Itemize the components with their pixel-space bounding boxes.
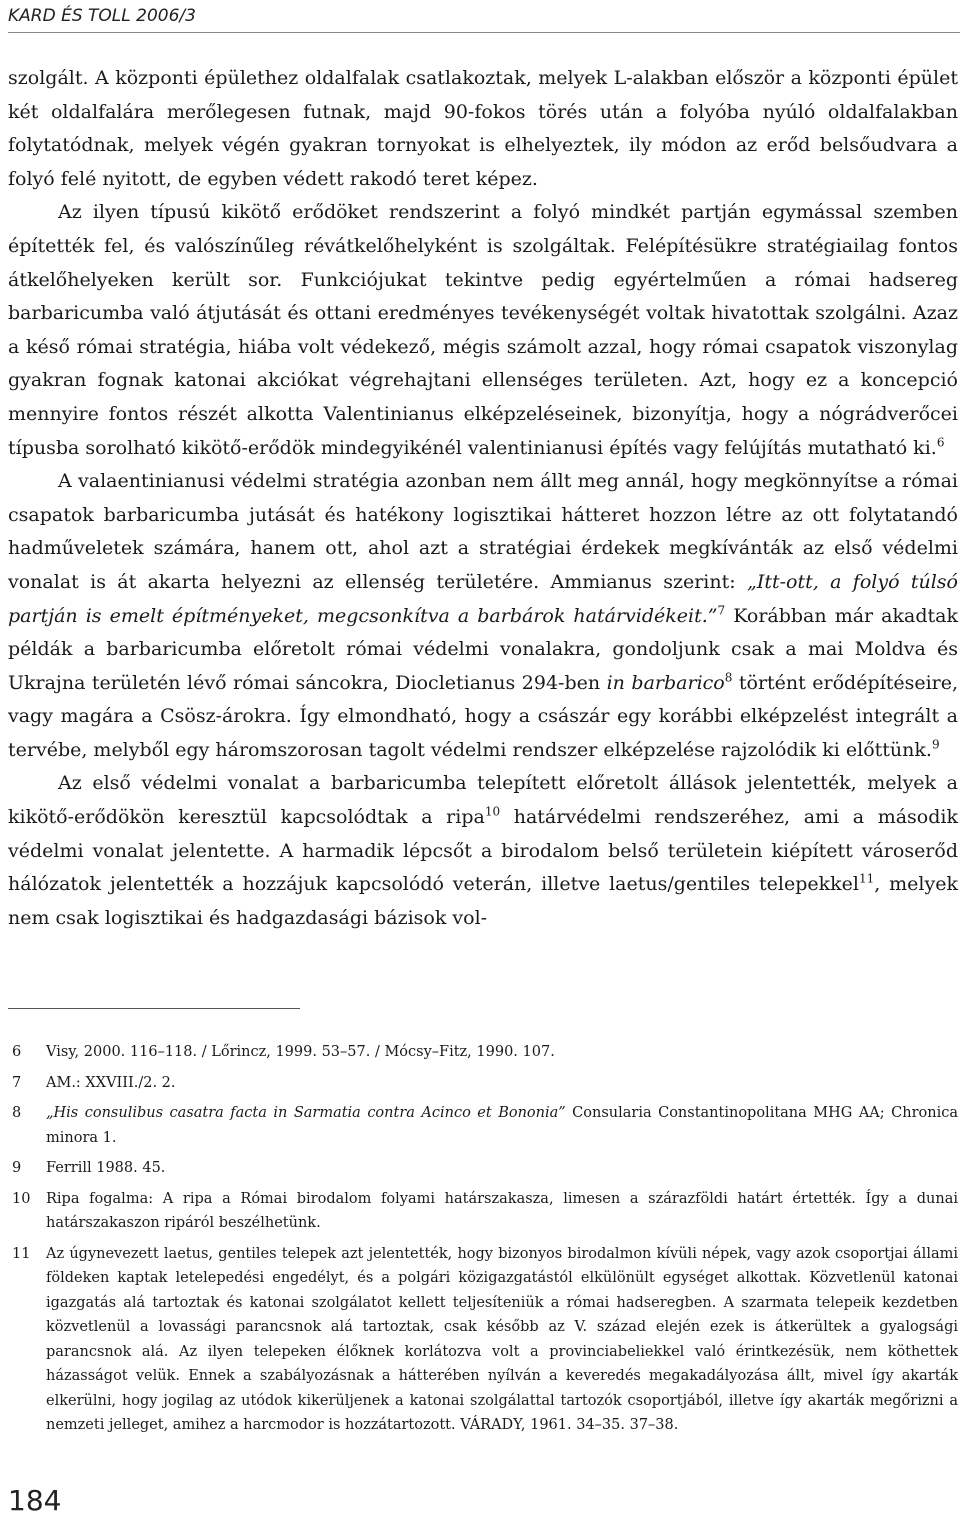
paragraph-text: határvédelmi rendszeréhez, ami a második védelmi vonalat jelentette. A harmadik lépcsőt a birodalom belső területein kiépített városerőd hálózatok jelentették a hozzájuk kapcsolódó veterán, illetve laetus/gentiles telepekkel <box>8 806 958 896</box>
footnote-9 <box>8 1156 958 1181</box>
footnote-10 <box>8 1187 958 1236</box>
footnote-6 <box>8 1040 958 1065</box>
footnote-ref[interactable]: 10 <box>484 804 501 819</box>
footnote-text: Az úgynevezett laetus, gentiles telepek azt jelentették, hogy bizonyos birodalmon kívüli népek, vagy azok csoportjai állami földeken kaptak letelepedési engedélyt, és a polgári közigazgatástól elkülönült egységet alkottak. Közvetlenül katonai igazgatás alá tartoztak és katonai szolgálatot kellett teljesíteniük a római hadseregben. A szarmata telepeik kezdetben közvetlenül a lovassági parancsnok alá tartoztak, csak később az V. század elején ezek is átkerültek a gyalogsági parancsnok alá. Az ilyen telepeken élőknek korlátozva volt a provinciabeliekkel való érintkezésük, nem köthettek házasságot velük. Ennek a szabályozásnak a hátterében nyílván a keveredés megakadályozása állt, mivel így akarták elkerülni, hogy jogilag az utódok kikerüljenek a katonai szolgálattal tartozók csoportjából, illetve így akarták megőrizni a nemzeti jelleget, amihez a harcmodor is hozzátartozott. VÁRADY, 1961. 34–35. 37–38. <box>46 1245 958 1433</box>
journal-title: KARD ÉS TOLL 2006/3 <box>8 6 196 26</box>
footnote-number: 8 <box>12 1105 22 1121</box>
footnote-latin-quote: „His consulibus casatra facta in Sarmatia contra Acinco et Bononia” <box>46 1105 566 1121</box>
footnote-text: Consularia Constantinopolitana MHG AA; Chronica minora 1. <box>46 1105 958 1146</box>
latin-term: in barbarico <box>606 671 725 694</box>
ammianus-quote: „Itt-ott, a folyó túlsó partján is emelt építményeket, megcsonkítva a barbárok határvidékeit.” <box>8 570 958 627</box>
paragraph-text: Az első védelmi vonalat a barbaricumba telepített előretolt állások jelentették, melyek a kikötő-erődökön keresztül kapcsolódtak a ripa <box>8 772 958 829</box>
footnote-text: Visy, 2000. 116–118. / Lőrincz, 1999. 53–57. / Mócsy–Fitz, 1990. 107. <box>46 1044 555 1060</box>
footnote-number: 7 <box>12 1074 22 1091</box>
paragraph-text: történt erődépítéseire, vagy magára a Csösz-árokra. Így elmondható, hogy a császár egy korábbi elképzelést integrált a tervébe, melyből egy háromszorosan tagolt védelmi rendszer elképzelése rajzolódik ki előttünk. <box>8 671 959 761</box>
footnote-ref[interactable]: 11 <box>858 871 875 886</box>
footnote-ref[interactable]: 9 <box>931 737 940 752</box>
paragraph-text: Korábban már akadtak példák a barbaricumba előretolt római védelmi vonalakra, gondoljunk csak a mai Moldva és Ukrajna területén lévő római sáncokra, Diocletianus 294-ben <box>8 604 958 694</box>
footnote-text: Ferrill 1988. 45. <box>46 1160 166 1176</box>
footnote-ref[interactable]: 8 <box>724 670 733 685</box>
footnote-text: Ripa fogalma: A ripa a Római birodalom folyami határszakasza, limesen a szárazföldi határt értették. Így a dunai határszakaszon ripáról beszélhetünk. <box>46 1190 958 1231</box>
footnote-11 <box>8 1242 958 1438</box>
paragraph-text: A valaentinianusi védelmi stratégia azonban nem állt meg annál, hogy megkönnyítse a római csapatok barbaricumba jutását és hatékony logisztikai hátteret hozzon létre az ott folytatandó hadműveletek számára, hanem ott, ahol azt a stratégiai érdekek megkívánták az első védelmi vonalat is át akarta helyezni az ellenség területére. Ammianus szerint: <box>8 470 958 593</box>
footnotes <box>8 1040 958 1444</box>
footnote-7 <box>8 1071 958 1096</box>
paragraph <box>8 767 958 935</box>
running-header <box>8 2 960 33</box>
footnote-ref[interactable]: 6 <box>936 435 945 450</box>
paragraph <box>8 465 958 767</box>
paragraph-text: szolgált. A központi épülethez oldalfalak csatlakoztak, melyek L-alakban először a központi épület két oldalfalára merőlegesen futnak, majd 90-fokos törés után a folyóba nyúló oldalfalakban folytatódnak, melyek végén gyakran tornyokat is elhelyeztek, ily módon az erőd belsőudvara a folyó felé nyitott, de egyben védett rakodó teret képez. <box>8 67 958 190</box>
footnote-number: 6 <box>12 1044 22 1060</box>
footnote-text-wrapper <box>46 1101 958 1150</box>
paragraph-text: Az ilyen típusú kikötő erődöket rendszerint a folyó mindkét partján egymással szemben építették fel, és valószínűleg révátkelőhelyként is szolgáltak. Felépítésükre stratégiailag fontos átkelőhelyeken került sor. Funkciójukat tekintve pedig egyértelműen a római hadsereg barbaricumba való átjutását és ottani eredményes tevékenységét voltak hivatottak szolgálni. Azaz a késő római stratégia, hiába volt védekező, mégis számolt azzal, hogy római csapatok viszonylag gyakran fognak katonai akciókat végrehajtani ellenséges területen. Azt, hogy ez a koncepció mennyire fontos részét alkotta Valentinianus elképzeléseinek, bizonyítja, hogy a nógrádverőcei típusba sorolható kikötő-erődök mindegyikénél valentinianusi építés vagy felújítás mutatható ki. <box>8 201 958 459</box>
footnote-number: 11 <box>12 1245 31 1262</box>
footnote-ref[interactable]: 7 <box>717 603 726 618</box>
footnote-number: 10 <box>12 1190 31 1207</box>
paragraph <box>8 196 958 465</box>
page-number: 184 <box>8 1484 62 1517</box>
footnote-8 <box>8 1101 958 1150</box>
footnote-divider <box>8 1008 300 1009</box>
footnote-text: AM.: XXVIII./2. 2. <box>46 1074 176 1091</box>
paragraph-text: , melyek nem csak logisztikai és hadgazdasági bázisok vol- <box>8 873 958 929</box>
paragraph <box>8 62 958 196</box>
footnote-number: 9 <box>12 1160 22 1176</box>
main-text <box>8 62 958 935</box>
